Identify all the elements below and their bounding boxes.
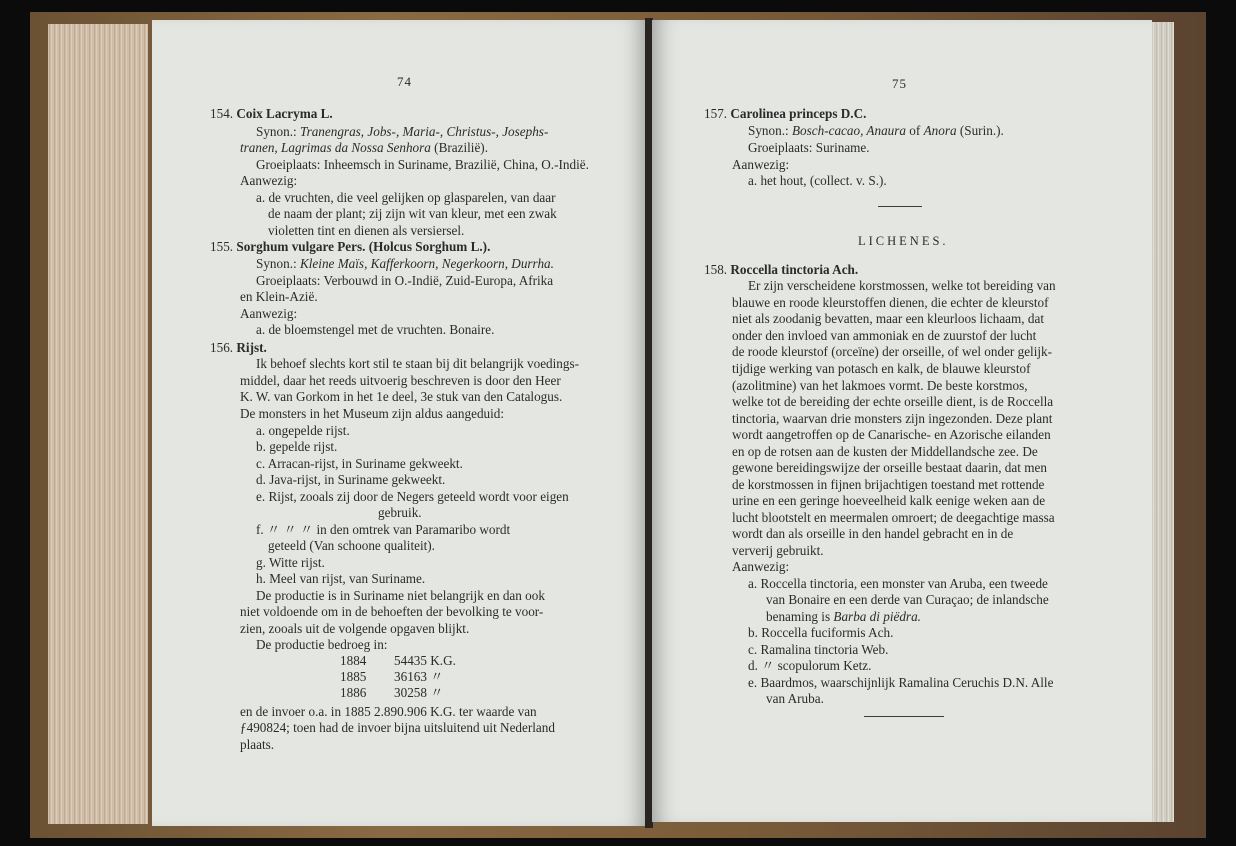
entry-155-groeiplaats-cont: en Klein-Azië. [240,289,318,304]
entry-156-text: De productie bedroeg in: [256,637,388,652]
entry-156-text: en de invoer o.a. in 1885 2.890.906 K.G. ter waarde van [240,704,537,719]
end-rule [864,716,944,717]
entry-154-synon: Synon.: Tranengras, Jobs-, Maria-, Christus-, Josephs- [256,124,549,139]
entry-158-text: wordt dan als orseille in den handel gebracht en in de [732,526,1014,541]
entry-154-groeiplaats: Groeiplaats: Inheemsch in Suriname, Brazilië, China, O.-Indië. [256,157,589,172]
entry-156-item-h: h. Meel van rijst, van Suriname. [256,571,426,586]
entry-158-text: wordt aangetroffen op de Canarische- en Azorische eilanden [732,427,1051,442]
page-number-right: 75 [892,76,907,91]
entry-158-text: urine en een geringe hoeveelheid kalk eenige weken aan de [732,493,1046,508]
page-number-left: 74 [397,74,412,89]
right-page [652,20,1152,822]
entry-156-text: zien, zooals uit de volgende opgaven blijkt. [240,621,470,636]
entry-155-heading: 155. Sorghum vulgare Pers. (Holcus Sorghum L.). [210,239,491,254]
entry-156-text: ƒ490824; toen had de invoer bijna uitsluitend uit Nederland [240,720,555,735]
entry-158-text: Er zijn verscheidene korstmossen, welke tot bereiding van [748,278,1056,293]
entry-156-item-f: f. 〃 〃 〃 in den omtrek van Paramaribo wordt [256,522,511,537]
section-heading: LICHENES. [858,234,949,248]
entry-158-item-c: c. Ramalina tinctoria Web. [748,642,889,657]
entry-158-text: tijdige werking van potasch en kalk, de blauwe kleurstof [732,361,1031,376]
left-page [152,20,646,826]
separator-rule [878,206,922,207]
entry-157-item-a: a. het hout, (collect. v. S.). [748,173,887,188]
entry-155-aanwezig: Aanwezig: [240,306,298,321]
entry-158-item-a-cont: benaming is Barba di piëdra. [766,609,921,624]
entry-158-item-e-cont: van Aruba. [766,691,824,706]
entry-154-item-a-cont: de naam der plant; zij zijn wit van kleur, met een zwak [268,206,557,221]
entry-158-aanwezig: Aanwezig: [732,559,790,574]
entry-156-text: plaats. [240,737,275,752]
entry-156-item-b: b. gepelde rijst. [256,439,338,454]
entry-157-groeiplaats: Groeiplaats: Suriname. [748,140,870,155]
entry-158-item-d: d. 〃 scopulorum Ketz. [748,658,872,673]
entry-158-text: de roode kleurstof (orceïne) der orseille, of wel onder gelijk- [732,344,1053,359]
entry-158-item-a-cont: van Bonaire en een derde van Curaçao; de inlandsche [766,592,1049,607]
entry-158-text: niet als zoodanig bevatten, maar een kleurloos lichaam, dat [732,311,1044,326]
entry-158-item-b: b. Roccella fuciformis Ach. [748,625,894,640]
entry-158-text: onder den invloed van ammoniak en de zuurstof der lucht [732,328,1037,343]
entry-156-item-e: e. Rijst, zooals zij door de Negers geteeld wordt voor eigen [256,489,569,504]
entry-155-item-a: a. de bloemstengel met de vruchten. Bonaire. [256,322,495,337]
entry-158-text: gewone bereidingswijze der orseille bestaat daarin, dat men [732,460,1047,475]
table-row: 1884 54435 K.G. [340,653,456,668]
entry-156-item-c: c. Arracan-rijst, in Suriname gekweekt. [256,456,463,471]
entry-158-text: (azolitmine) van het lakmoes vormt. De beste korstmos, [732,378,1028,393]
entry-154-synon-cont: tranen, Lagrimas da Nossa Senhora (Brazilië). [240,140,488,155]
production-table [340,653,456,701]
entry-156-text: K. W. van Gorkom in het 1e deel, 3e stuk van den Catalogus. [240,389,563,404]
entry-155-synon: Synon.: Kleine Maïs, Kafferkoorn, Negerkoorn, Durrha. [256,256,554,271]
entry-158-text: blauwe en roode kleurstoffen dienen, die echter de kleurstof [732,295,1049,310]
entry-156-text: De monsters in het Museum zijn aldus aangeduid: [240,406,505,421]
entry-156-text: middel, daar het reeds uitvoerig beschreven is door den Heer [240,373,561,388]
entry-158-text: tinctoria, waarvan drie monsters zijn ingezonden. Deze plant [732,411,1053,426]
entry-156-item-a: a. ongepelde rijst. [256,423,350,438]
entry-158-text: ververij gebruikt. [732,543,824,558]
entry-156-item-g: g. Witte rijst. [256,555,325,570]
entry-158-item-e: e. Baardmos, waarschijnlijk Ramalina Ceruchis D.N. Alle [748,675,1054,690]
entry-156-item-f-cont: geteeld (Van schoone qualiteit). [268,538,435,553]
entry-158-heading: 158. Roccella tinctoria Ach. [704,262,859,277]
entry-155-groeiplaats: Groeiplaats: Verbouwd in O.-Indië, Zuid-Europa, Afrika [256,273,554,288]
entry-154-heading: 154. Coix Lacryma L. [210,106,333,121]
page-edges-left [48,24,148,824]
page-edges-right [1150,22,1174,822]
entry-156-heading: 156. Rijst. [210,340,267,355]
entry-154-item-a: a. de vruchten, die veel gelijken op glasparelen, van daar [256,190,556,205]
entry-157-heading: 157. Carolinea princeps D.C. [704,106,867,121]
entry-154-item-a-cont: violetten tint en dienen als versiersel. [268,223,465,238]
entry-156-text: niet voldoende om in de behoeften der bevolking te voor- [240,604,544,619]
entry-156-text: Ik behoef slechts kort stil te staan bij dit belangrijk voedings- [256,356,580,371]
table-row: 1886 30258 〃 [340,685,444,700]
entry-158-text: welke tot de bereiding der echte orseille dient, is de Roccella [732,394,1054,409]
entry-158-text: en op de rotsen aan de kusten der Middellandsche zee. De [732,444,1038,459]
table-row: 1885 36163 〃 [340,669,444,684]
entry-156-item-d: d. Java-rijst, in Suriname gekweekt. [256,472,446,487]
entry-154-aanwezig: Aanwezig: [240,173,298,188]
entry-157-synon: Synon.: Bosch-cacao, Anaura of Anora (Surin.). [748,123,1004,138]
entry-158-item-a: a. Roccella tinctoria, een monster van Aruba, een tweede [748,576,1048,591]
entry-158-text: lucht blootstelt en meermalen omroert; de deegachtige massa [732,510,1055,525]
entry-156-text: De productie is in Suriname niet belangrijk en dan ook [256,588,545,603]
entry-157-aanwezig: Aanwezig: [732,157,790,172]
entry-156-item-e-cont: gebruik. [378,505,422,520]
entry-158-text: de korstmossen in fijnen brijachtigen toestand met rottende [732,477,1045,492]
